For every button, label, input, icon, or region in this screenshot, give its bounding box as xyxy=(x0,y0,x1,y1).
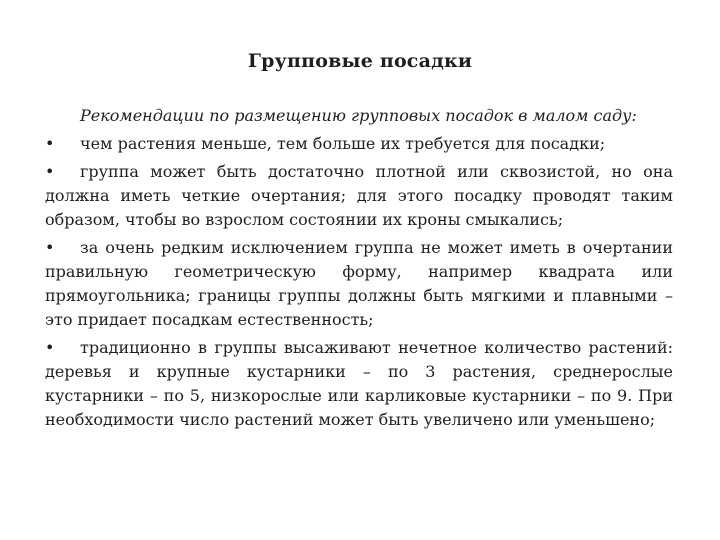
bullet-item-text: за очень редким исключением группа не может иметь в очертании правильную геометрическую форму, например квадрата или прямоугольника; границы группы должны быть мягкими и плавными – это придает посадкам естественность; xyxy=(45,238,673,329)
bullet-item xyxy=(45,132,673,156)
bullet-item xyxy=(45,236,673,332)
intro-text: Рекомендации по размещению групповых посадок в малом саду: xyxy=(80,106,637,125)
slide-title: Групповые посадки xyxy=(247,50,473,72)
bullet-icon: • xyxy=(45,162,55,181)
slide-content xyxy=(45,104,673,436)
bullet-icon: • xyxy=(45,338,55,357)
bullet-item-text: группа может быть достаточно плотной или сквозистой, но она должна иметь четкие очертания; для этого посадку проводят таким образом, чтобы во взрослом состоянии их кроны смыкались; xyxy=(45,162,673,229)
bullet-item-text: традиционно в группы высаживают нечетное количество растений: деревья и крупные кустарники – по 3 растения, среднерослые кустарники – по 5, низкорослые или карликовые кустарники – по 9. При необходимости число растений может быть увеличено или уменьшено; xyxy=(45,338,673,429)
bullet-icon: • xyxy=(45,238,55,257)
bullet-item xyxy=(45,336,673,432)
bullet-item xyxy=(45,160,673,232)
bullet-icon: • xyxy=(45,134,55,153)
bullet-item-text: чем растения меньше, тем больше их требуется для посадки; xyxy=(80,134,606,153)
